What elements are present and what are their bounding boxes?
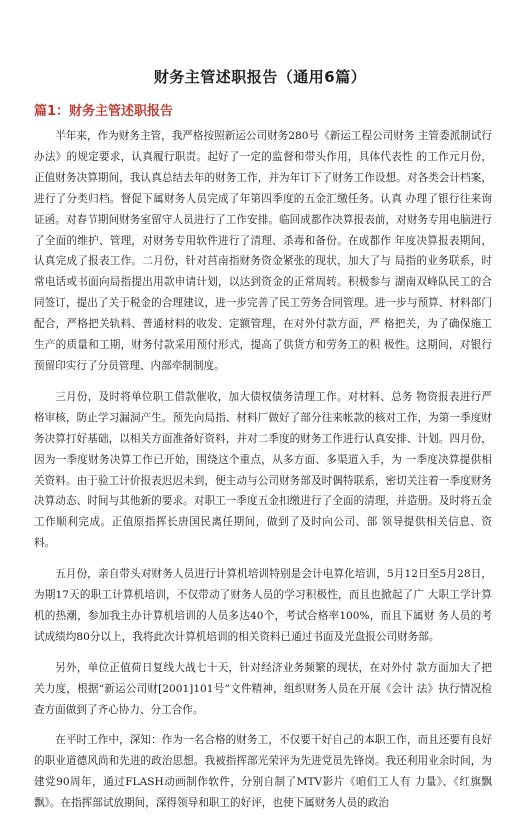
paragraph-5: 在平时工作中，深知：作为一名合格的财务工，不仅要干好自己的本职工作，而且还要有良好的职业道德风尚和先进的政治思想。我被指挥部光荣评为先进党员先锋岗。我还利用业余时间，为建党90周年，通过FLASH动画制作软件，分别自制了MTV影片《咱们工人有 力量》、《红旗飘飘》。在指挥部试放期间，深得领导和职工的好评，也使下属财务人员的政治	[34, 734, 492, 810]
section-heading: 篇1：财务主管述职报告	[34, 104, 174, 119]
paragraph-1: 半年来，作为财务主管，我严格按照新运公司财务280号《新运工程公司财务 主管委派制试行办法》的规定要求，认真履行职责。起好了一定的监督和带头作用，具体代表性 的工作元月份，正值财务决算期间，我认真总结去年的财务工作，并为年订下了财务工作设想。对各类会计档案，进行了分类归档。督促下属财务人员完成了年第四季度的五金汇缴任务。认真 办理了银行往来询证函。对春节期间财务室留守人员进行了工作安排。临回成都作决算报表前，对财务专用电脑进行了全面的维护、管理，对财务专用软件进行了清理、杀毒和备份。在成都作 年度决算报表期间，认真完成了报表工作。二月份，针对莒南指财务资金紧张的现状，加大了与 局指的业务联系，时常电话或书面向局指提出用款申请计划，以达到资金的正常周转。积极参与 湖南双峰队民工的合同签订，提出了关于税金的合理建议，进一步完善了民工劳务合同管理。进一步与预算、材料部门配合，严格把关轨料、普通材料的收发、定额管理，在对外付款方面，严 格把关，为了确保施工生产的质量和工期，财务付款采用预付形式，提高了供货方和劳务工的积 极性。这期间，对银行预留印实行了分员管理、内部牵制制度。	[34, 130, 492, 372]
document-body	[34, 126, 492, 824]
paragraph-2: 三月份，及时将单位职工借款催收，加大债权债务清理工作。对材料、总务 物资报表进行严格审核，防止学习漏洞产生。预先向局指、材料厂做好了部分往来帐款的核对工作，为第一季度财务决算打好基础，以相关方面准备好资料，并对二季度的财务工作进行认真安排、计划。四月份，因为一季度财务决算工作已开始，围绕这个重点，从多方面、多渠道入手，为 一季度决算提供相关资料。由于验工计价报表迟迟未到，便主动与公司财务部及时偶特联系，密切关注着一季度财务决算动态、时间与其他新的要求。对职工一季度五金扣缴进行了全面的清理，并造册。及时将五金工作顺利完成。正值原指挥长唐国民离任期间，做到了及时向公司、部 领导提供相关信息、资料。	[34, 390, 492, 550]
paragraph-3: 五月份，亲自带头对财务人员进行计算机培训特别是会计电算化培训，5月12日至5月28日，为期17天的职工计算机培训，不仅带动了财务人员的学习积极性，而且也掀起了广 大职工学计算机的热潮，参加我主办计算机培训的人员多达40个，考试合格率100%，而且下属财 务人员的考试成绩均80分以上，我将此次计算机培训的相关资料已通过书面及光盘报公司财务部。	[34, 568, 492, 643]
document-title: 财务主管述职报告（通用6篇）	[153, 68, 367, 86]
paragraph-4: 另外，单位正值荷日复线大战七十天，针对经济业务频繁的现状，在对外付 款方面加大了把关力度，根据“新运公司财[2001]101号”文件精神，组织财务人员在开展《会计 法》执行情况检查方面做到了齐心协力、分工合作。	[34, 661, 492, 716]
